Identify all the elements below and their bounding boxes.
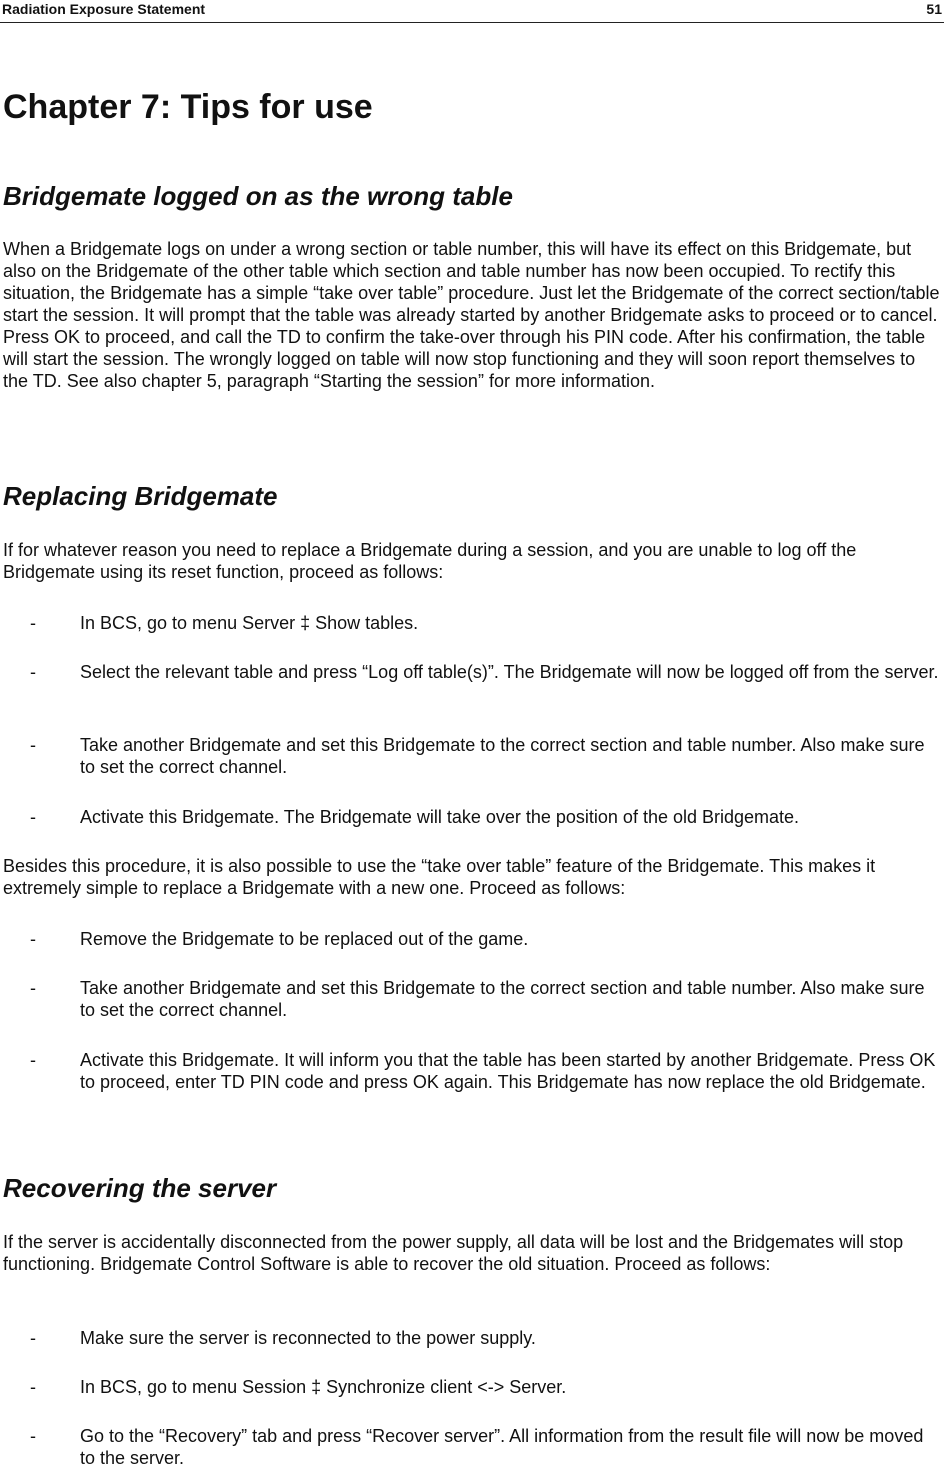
- paragraph-replacing-alt: Besides this procedure, it is also possible to use the “take over table” feature of the Bridgemate. This makes it extremely simple to replace a Bridgemate with a new one. Proceed as follows:: [3, 856, 876, 898]
- list-item-text: Activate this Bridgemate. The Bridgemate will take over the position of the old Bridgemate.: [80, 807, 800, 827]
- list-item-text: Remove the Bridgemate to be replaced out of the game.: [80, 929, 529, 949]
- heading-recovering: Recovering the server: [3, 1173, 277, 1203]
- bullet-dash: -: [30, 1328, 36, 1348]
- heading-replacing: Replacing Bridgemate: [3, 481, 278, 511]
- bullet-dash: -: [30, 1426, 36, 1446]
- list-item-text: Activate this Bridgemate. It will inform you that the table has been started by another Bridgemate. Press OK to proceed, enter TD PIN code and press OK again. This Bridgemate has now replace the old Bridgemate.: [80, 1050, 936, 1092]
- list-item-text: Take another Bridgemate and set this Bridgemate to the correct section and table number. Also make sure to set the correct channel.: [80, 978, 925, 1020]
- heading-wrong-table: Bridgemate logged on as the wrong table: [3, 181, 513, 211]
- list-item-text: Go to the “Recovery” tab and press “Recover server”. All information from the result file will now be moved to the server.: [80, 1426, 924, 1468]
- bullet-dash: -: [30, 978, 36, 998]
- list-item-text: Make sure the server is reconnected to the power supply.: [80, 1328, 536, 1348]
- bullet-dash: -: [30, 735, 36, 755]
- chapter-title: Chapter 7: Tips for use: [3, 88, 373, 126]
- bullet-dash: -: [30, 929, 36, 949]
- page-header: [0, 0, 944, 23]
- paragraph-replacing-intro: If for whatever reason you need to replace a Bridgemate during a session, and you are unable to log off the Bridgemate using its reset function, proceed as follows:: [3, 540, 857, 582]
- bullet-dash: -: [30, 807, 36, 827]
- header-page-number: 51: [926, 1, 942, 17]
- list-item-text: In BCS, go to menu Session ‡ Synchronize client <-> Server.: [80, 1377, 567, 1397]
- bullet-dash: -: [30, 613, 36, 633]
- paragraph-recovering-intro: If the server is accidentally disconnected from the power supply, all data will be lost and the Bridgemates will stop functioning. Bridgemate Control Software is able to recover the old situation. Proceed as follows:: [3, 1232, 904, 1274]
- bullet-dash: -: [30, 1377, 36, 1397]
- bullet-dash: -: [30, 662, 36, 682]
- paragraph-wrong-table: When a Bridgemate logs on under a wrong section or table number, this will have its effect on this Bridgemate, but also on the Bridgemate of the other table which section and table number has now been occupied. To rectify this situation, the Bridgemate has a simple “take over table” procedure. Just let the Bridgemate of the correct section/table start the session. It will prompt that the table was already started by another Bridgemate asks to proceed or to cancel. Press OK to proceed, and call the TD to confirm the take-over through his PIN code. After his confirmation, the table will start the session. The wrongly logged on table will now stop functioning and they will soon report themselves to the TD. See also chapter 5, paragraph “Starting the session” for more information.: [3, 239, 940, 391]
- list-item-text: In BCS, go to menu Server ‡ Show tables.: [80, 613, 419, 633]
- bullet-dash: -: [30, 1050, 36, 1070]
- header-section-title: Radiation Exposure Statement: [2, 1, 206, 17]
- list-item-text: Take another Bridgemate and set this Bridgemate to the correct section and table number. Also make sure to set the correct channel.: [80, 735, 925, 777]
- list-item-text: Select the relevant table and press “Log off table(s)”. The Bridgemate will now be logged off from the server.: [80, 662, 939, 682]
